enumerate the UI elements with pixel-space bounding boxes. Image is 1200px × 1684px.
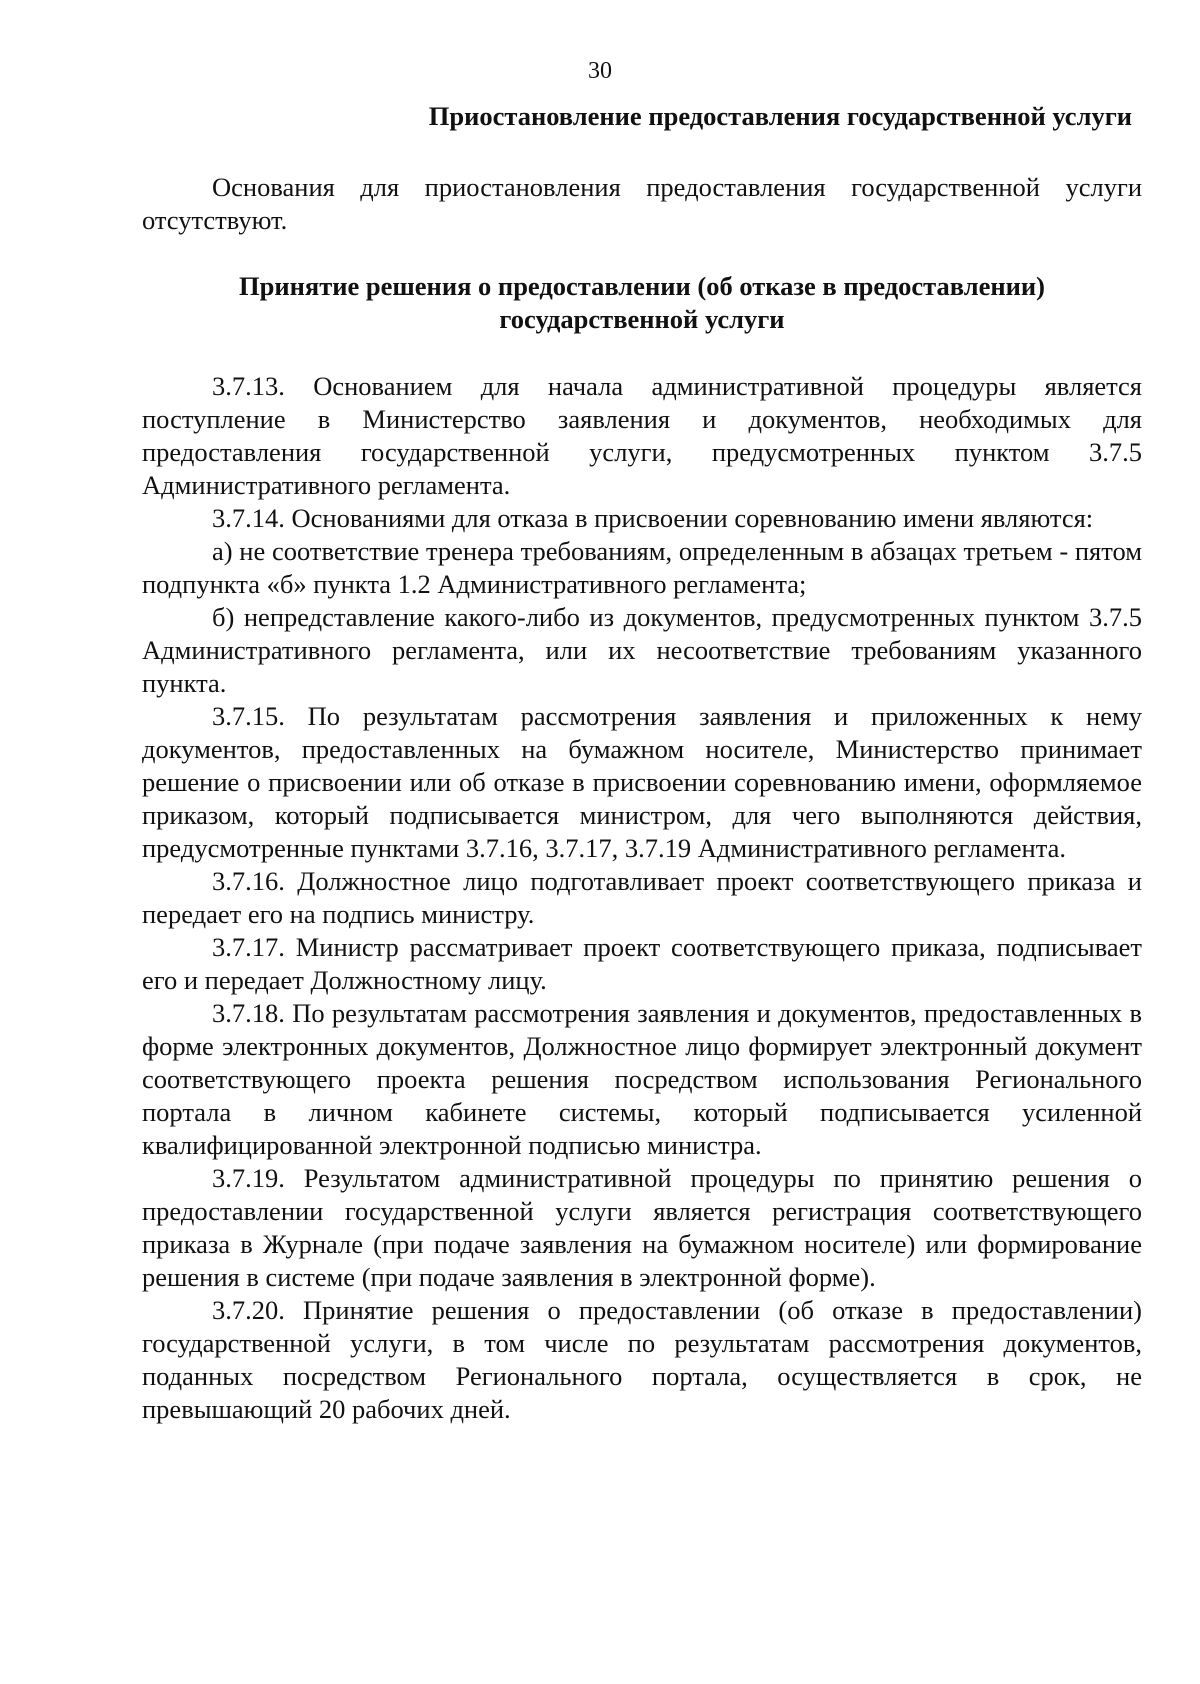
paragraph-item-b: б) непредставление какого-либо из документов, предусмотренных пунктом 3.7.5 Административного регламента, или их несоответствие требованиям указанного пункта.	[142, 602, 1142, 698]
paragraph-item-a: а) не соответствие тренера требованиям, определенным в абзацах третьем - пятом подпункта «б» пункта 1.2 Административного регламента;	[142, 536, 1142, 599]
page-number: 30	[588, 58, 612, 84]
paragraph: Основания для приостановления предоставления государственной услуги отсутствуют.	[142, 172, 1142, 235]
heading-line-1: Принятие решения о предоставлении (об отказе в предоставлении)	[239, 271, 1045, 301]
paragraph-3-7-15: 3.7.15. По результатам рассмотрения заявления и приложенных к нему документов, предоставленных на бумажном носителе, Министерство принимает решение о присвоении или об отказе в присвоении соревнованию имени, оформляемое приказом, который подписывается министром, для чего выполняются действия, предусмотренные пунктами 3.7.16, 3.7.17, 3.7.19 Административного регламента.	[142, 701, 1142, 863]
intro-paragraph	[142, 171, 1142, 237]
paragraph-3-7-14: 3.7.14. Основаниями для отказа в присвоении соревнованию имени являются:	[212, 503, 1094, 533]
paragraph-3-7-13: 3.7.13. Основанием для начала административной процедуры является поступление в Министерство заявления и документов, необходимых для предоставления государственной услуги, предусмотренных пунктом 3.7.5 Административного регламента.	[142, 371, 1142, 500]
paragraph-3-7-19: 3.7.19. Результатом административной процедуры по принятию решения о предоставлении государственной услуги является регистрация соответствующего приказа в Журнале (при подаче заявления на бумажном носителе) или формирование решения в системе (при подаче заявления в электронной форме).	[142, 1163, 1142, 1292]
paragraph-3-7-17: 3.7.17. Министр рассматривает проект соответствующего приказа, подписывает его и передает Должностному лицу.	[142, 932, 1142, 995]
section-heading-decision	[142, 270, 1142, 336]
body-text	[142, 370, 1142, 1426]
section-heading-suspension: Приостановление предоставления государственной услуги	[428, 101, 1132, 131]
paragraph-3-7-18: 3.7.18. По результатам рассмотрения заявления и документов, предоставленных в форме электронных документов, Должностное лицо формирует электронный документ соответствующего проекта решения посредством использования Регионального портала в личном кабинете системы, который подписывается усиленной квалифицированной электронной подписью министра.	[142, 998, 1142, 1160]
heading-line-2: государственной услуги	[499, 304, 785, 334]
paragraph-3-7-20: 3.7.20. Принятие решения о предоставлении (об отказе в предоставлении) государственной услуги, в том числе по результатам рассмотрения документов, поданных посредством Регионального портала, осуществляется в срок, не превышающий 20 рабочих дней.	[142, 1295, 1142, 1424]
paragraph-3-7-16: 3.7.16. Должностное лицо подготавливает проект соответствующего приказа и передает его на подпись министру.	[142, 866, 1142, 929]
